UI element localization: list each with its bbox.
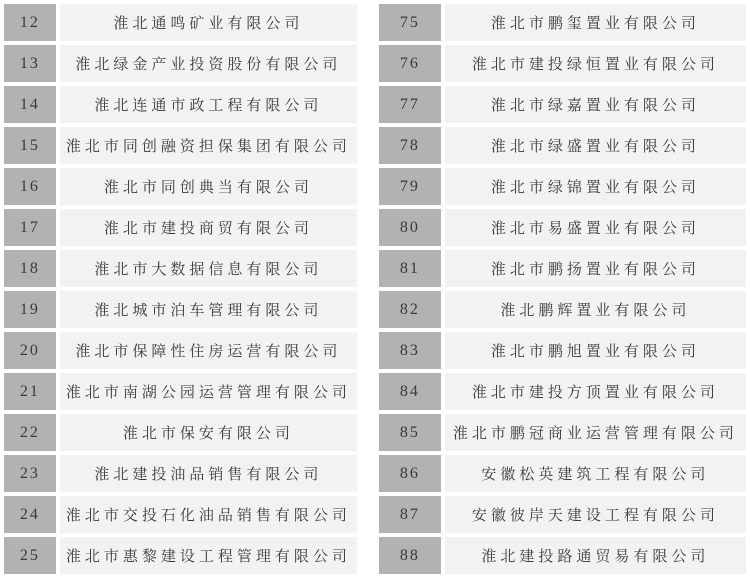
- company-name-cell: 淮北市惠黎建设工程管理有限公司: [60, 537, 357, 574]
- table-row: [4, 168, 357, 205]
- row-number-cell: 19: [4, 291, 56, 328]
- table-row: [379, 209, 746, 246]
- table-row: [379, 45, 746, 82]
- company-name-cell: 淮北市绿锦置业有限公司: [445, 168, 746, 205]
- row-number-cell: 16: [4, 168, 56, 205]
- company-table-left: [0, 0, 361, 578]
- company-name-cell: 淮北市大数据信息有限公司: [60, 250, 357, 287]
- table-row: [4, 496, 357, 533]
- company-name-cell: 淮北市同创典当有限公司: [60, 168, 357, 205]
- table-row: [4, 45, 357, 82]
- table-row: [379, 4, 746, 41]
- company-name-cell: 淮北市易盛置业有限公司: [445, 209, 746, 246]
- table-row: [379, 373, 746, 410]
- company-name-cell: 淮北市保障性住房运营有限公司: [60, 332, 357, 369]
- table-row: [4, 4, 357, 41]
- company-name-cell: 淮北连通市政工程有限公司: [60, 86, 357, 123]
- row-number-cell: 87: [379, 496, 441, 533]
- company-name-cell: 淮北市绿嘉置业有限公司: [445, 86, 746, 123]
- row-number-cell: 14: [4, 86, 56, 123]
- row-number-cell: 83: [379, 332, 441, 369]
- row-number-cell: 22: [4, 414, 56, 451]
- row-number-cell: 82: [379, 291, 441, 328]
- table-row: [4, 414, 357, 451]
- row-number-cell: 86: [379, 455, 441, 492]
- company-table-right: [375, 0, 750, 578]
- table-row: [379, 332, 746, 369]
- company-name-cell: 淮北市绿盛置业有限公司: [445, 127, 746, 164]
- table-row: [379, 537, 746, 574]
- company-name-cell: 淮北市保安有限公司: [60, 414, 357, 451]
- table-row: [379, 496, 746, 533]
- row-number-cell: 88: [379, 537, 441, 574]
- row-number-cell: 25: [4, 537, 56, 574]
- row-number-cell: 17: [4, 209, 56, 246]
- company-name-cell: 淮北市建投绿恒置业有限公司: [445, 45, 746, 82]
- table-row: [379, 291, 746, 328]
- table-row: [4, 332, 357, 369]
- table-row: [4, 455, 357, 492]
- table-row: [4, 209, 357, 246]
- table-row: [379, 414, 746, 451]
- row-number-cell: 23: [4, 455, 56, 492]
- table-row: [4, 250, 357, 287]
- row-number-cell: 77: [379, 86, 441, 123]
- row-number-cell: 78: [379, 127, 441, 164]
- table-row: [4, 291, 357, 328]
- table-row: [4, 127, 357, 164]
- table-row: [4, 373, 357, 410]
- table-row: [379, 86, 746, 123]
- company-name-cell: 淮北建投路通贸易有限公司: [445, 537, 746, 574]
- row-number-cell: 13: [4, 45, 56, 82]
- company-name-cell: 淮北建投油品销售有限公司: [60, 455, 357, 492]
- company-name-cell: 淮北市南湖公园运营管理有限公司: [60, 373, 357, 410]
- row-number-cell: 18: [4, 250, 56, 287]
- row-number-cell: 12: [4, 4, 56, 41]
- row-number-cell: 81: [379, 250, 441, 287]
- company-table-left-body: [4, 4, 357, 574]
- table-row: [379, 455, 746, 492]
- row-number-cell: 24: [4, 496, 56, 533]
- row-number-cell: 21: [4, 373, 56, 410]
- table-row: [379, 250, 746, 287]
- table-row: [379, 127, 746, 164]
- company-name-cell: 安徽松英建筑工程有限公司: [445, 455, 746, 492]
- company-name-cell: 淮北城市泊车管理有限公司: [60, 291, 357, 328]
- company-name-cell: 淮北市交投石化油品销售有限公司: [60, 496, 357, 533]
- table-row: [379, 168, 746, 205]
- company-name-cell: 淮北市鹏旭置业有限公司: [445, 332, 746, 369]
- row-number-cell: 20: [4, 332, 56, 369]
- company-name-cell: 淮北市鹏冠商业运营管理有限公司: [445, 414, 746, 451]
- row-number-cell: 84: [379, 373, 441, 410]
- row-number-cell: 15: [4, 127, 56, 164]
- company-name-cell: 淮北市建投商贸有限公司: [60, 209, 357, 246]
- company-name-cell: 淮北通鸣矿业有限公司: [60, 4, 357, 41]
- row-number-cell: 79: [379, 168, 441, 205]
- company-name-cell: 安徽彼岸天建设工程有限公司: [445, 496, 746, 533]
- company-name-cell: 淮北绿金产业投资股份有限公司: [60, 45, 357, 82]
- company-name-cell: 淮北市鹏玺置业有限公司: [445, 4, 746, 41]
- company-name-cell: 淮北鹏辉置业有限公司: [445, 291, 746, 328]
- row-number-cell: 75: [379, 4, 441, 41]
- row-number-cell: 76: [379, 45, 441, 82]
- company-name-cell: 淮北市建投方顶置业有限公司: [445, 373, 746, 410]
- company-name-cell: 淮北市同创融资担保集团有限公司: [60, 127, 357, 164]
- table-row: [4, 537, 357, 574]
- table-row: [4, 86, 357, 123]
- row-number-cell: 85: [379, 414, 441, 451]
- row-number-cell: 80: [379, 209, 441, 246]
- company-table-right-body: [379, 4, 746, 574]
- company-name-cell: 淮北市鹏扬置业有限公司: [445, 250, 746, 287]
